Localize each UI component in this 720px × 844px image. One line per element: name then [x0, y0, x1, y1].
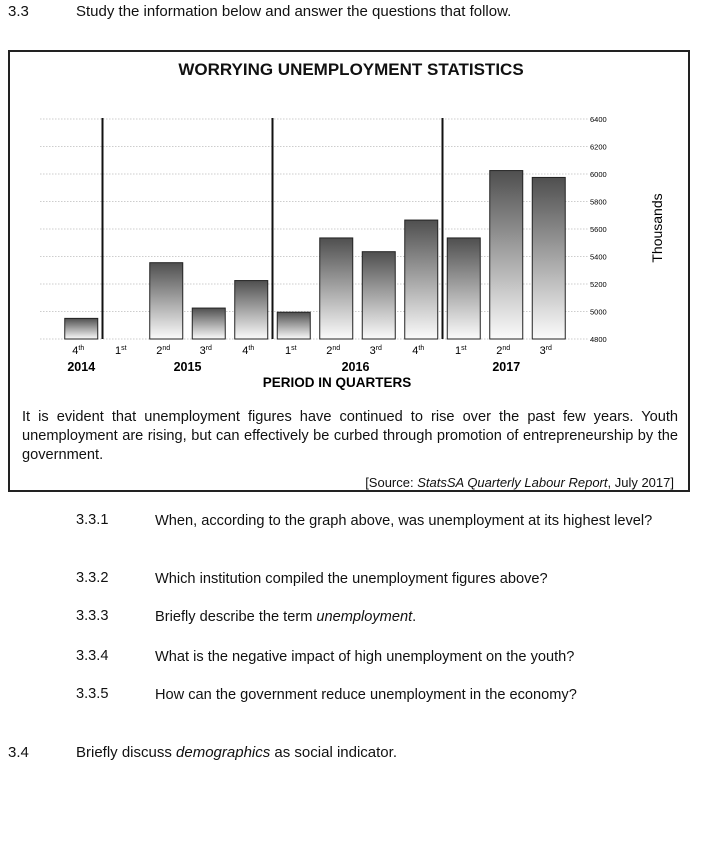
- source-suffix: , July 2017]: [607, 475, 674, 490]
- x-tick-label: 1st: [114, 345, 127, 357]
- year-label: 2015: [173, 360, 202, 374]
- x-tick-label: 1st: [284, 345, 297, 357]
- sub-question-text: What is the negative impact of high unemployment on the youth?: [155, 649, 575, 665]
- sub-question-text: How can the government reduce unemployment in the economy?: [155, 687, 577, 703]
- sub-question-number: 3.3.1: [76, 512, 109, 528]
- x-tick-label: 2nd: [326, 345, 341, 357]
- bar: [192, 308, 225, 339]
- question-number: 3.3: [8, 3, 29, 20]
- x-tick-label: 3rd: [539, 345, 552, 357]
- x-tick-label: 4th: [242, 345, 255, 357]
- x-tick-label: 3rd: [199, 345, 212, 357]
- question-text-pre: Briefly discuss: [76, 744, 177, 761]
- sub-question-text-pre: Briefly describe the term: [155, 609, 317, 625]
- y-tick-label: 5600: [590, 225, 607, 234]
- y-tick-label: 6400: [590, 115, 607, 124]
- bar: [320, 238, 353, 339]
- passage-text: It is evident that unemployment figures have continued to rise over the past few years. Youth unemployment are rising, but can effectively be curbed through promotion of entrepreneurship by the government.: [22, 409, 678, 463]
- sub-question-text: [155, 608, 657, 626]
- x-tick-label: 4th: [412, 345, 425, 357]
- sub-question-3-3-3: [76, 608, 676, 628]
- sub-question-number: 3.3.2: [76, 570, 109, 586]
- bar: [150, 263, 183, 339]
- sub-question-3-3-2: [76, 570, 676, 590]
- sub-question-number: 3.3.5: [76, 686, 109, 702]
- sub-question-3-3-4: [76, 648, 676, 668]
- info-box: [8, 50, 690, 492]
- bars: [65, 171, 566, 339]
- bar: [532, 177, 565, 339]
- sub-question-number: 3.3.4: [76, 648, 109, 664]
- y-tick-label: 5200: [590, 280, 607, 289]
- unemployment-chart: [10, 52, 688, 392]
- x-tick-label: 1st: [454, 345, 467, 357]
- x-axis-labels: [72, 345, 552, 357]
- y-tick-label: 5400: [590, 252, 607, 262]
- y-tick-label: 5800: [590, 197, 607, 207]
- source-prefix: [Source:: [365, 475, 418, 490]
- bar: [405, 220, 438, 339]
- bar: [235, 281, 268, 339]
- x-axis-title: PERIOD IN QUARTERS: [262, 375, 412, 390]
- source-citation: [365, 475, 674, 490]
- question-instruction: Study the information below and answer the questions that follow.: [76, 3, 512, 20]
- bar: [447, 238, 480, 339]
- y-axis-ticks: [590, 115, 607, 344]
- question-text-italic: demographics: [176, 744, 271, 761]
- bar: [490, 171, 523, 339]
- sub-question-3-3-1: [76, 512, 676, 552]
- year-label: 2014: [67, 360, 96, 374]
- sub-question-3-3-5: [76, 686, 676, 706]
- year-label: 2017: [492, 360, 521, 374]
- chart-title: WORRYING UNEMPLOYMENT STATISTICS: [178, 60, 524, 79]
- question-text: [76, 744, 397, 761]
- y-axis-title: Thousands: [649, 193, 665, 263]
- x-tick-label: 4th: [72, 345, 85, 357]
- x-tick-label: 2nd: [156, 345, 171, 357]
- year-label: 2016: [341, 360, 370, 374]
- sub-question-text: Which institution compiled the unemployment figures above?: [155, 571, 548, 587]
- bar: [65, 318, 98, 339]
- bar: [362, 252, 395, 339]
- sub-question-number: 3.3.3: [76, 608, 109, 624]
- x-tick-label: 2nd: [496, 345, 511, 357]
- bar: [277, 312, 310, 339]
- y-tick-label: 5000: [590, 307, 607, 317]
- sub-question-text: When, according to the graph above, was unemployment at its highest level?: [155, 513, 653, 529]
- year-labels: [67, 360, 520, 374]
- sub-question-text-italic: unemployment: [316, 609, 413, 625]
- source-title: StatsSA Quarterly Labour Report: [417, 475, 608, 490]
- sub-question-text-post: .: [412, 609, 417, 625]
- y-tick-label: 6200: [590, 142, 607, 152]
- y-tick-label: 6000: [590, 170, 607, 179]
- question-text-post: as social indicator.: [270, 744, 397, 761]
- x-tick-label: 3rd: [369, 345, 382, 357]
- y-tick-label: 4800: [590, 335, 607, 344]
- question-number: 3.4: [8, 744, 29, 761]
